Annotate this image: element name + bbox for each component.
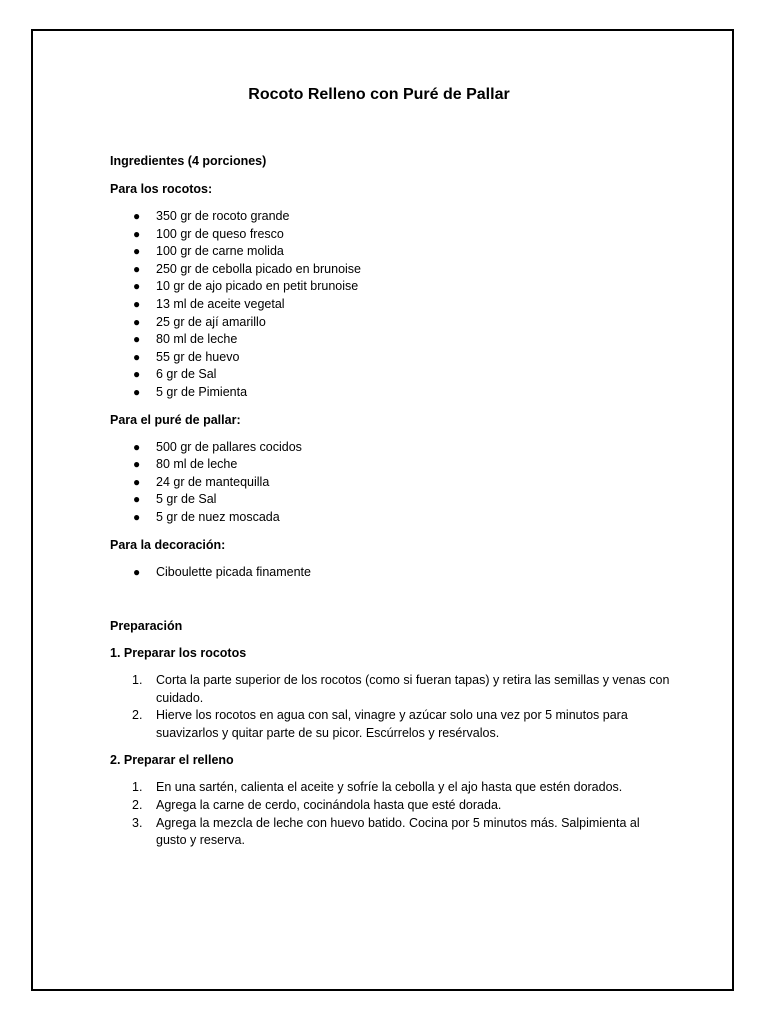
bullet-icon: ● xyxy=(133,384,141,399)
bullet-icon: ● xyxy=(133,457,141,472)
list-item: ● 5 gr de nuez moscada xyxy=(110,509,670,527)
section-heading-pure: Para el puré de pallar: xyxy=(110,412,241,427)
step-list-rocotos xyxy=(110,672,670,742)
bullet-icon: ● xyxy=(133,244,141,259)
ingredient-list-decoracion xyxy=(110,564,670,582)
step-section-heading-relleno: 2. Preparar el relleno xyxy=(110,753,234,768)
bullet-icon: ● xyxy=(133,279,141,294)
section-heading-decoracion: Para la decoración: xyxy=(110,537,226,552)
list-item: ● 25 gr de ají amarillo xyxy=(110,314,670,332)
bullet-icon: ● xyxy=(133,439,141,454)
bullet-icon: ● xyxy=(133,492,141,507)
list-item xyxy=(110,672,670,707)
bullet-icon: ● xyxy=(133,209,141,223)
bullet-icon: ● xyxy=(133,349,141,364)
list-item: ● 250 gr de cebolla picado en brunoise xyxy=(110,261,670,279)
step-text: Hierve los rocotos en agua con sal, vinagre y azúcar solo una vez por 5 minutos para suavizarlos y quitar parte de su picor. Escúrrelos y resérvalos. xyxy=(156,708,628,740)
step-text: Corta la parte superior de los rocotos (como si fueran tapas) y retira las semillas y venas con cuidado. xyxy=(156,673,670,705)
bullet-icon: ● xyxy=(133,314,141,329)
list-item xyxy=(110,779,670,797)
list-item: ● Ciboulette picada finamente xyxy=(110,564,670,582)
document-content xyxy=(110,86,670,850)
step-number: 3. xyxy=(132,815,143,830)
list-item: ● 500 gr de pallares cocidos xyxy=(110,439,670,457)
list-item: ● 80 ml de leche xyxy=(110,331,670,349)
bullet-icon: ● xyxy=(133,296,141,311)
list-item: ● 10 gr de ajo picado en petit brunoise xyxy=(110,278,670,296)
section-heading-rocotos: Para los rocotos: xyxy=(110,182,213,196)
step-section-heading-rocotos: 1. Preparar los rocotos xyxy=(110,646,247,661)
list-item xyxy=(110,707,670,742)
ingredient-list-pure xyxy=(110,439,670,527)
step-number: 2. xyxy=(132,708,143,723)
step-text: Agrega la mezcla de leche con huevo batido. Cocina por 5 minutos más. Salpimienta al gusto y reserva. xyxy=(156,815,640,848)
bullet-icon: ● xyxy=(133,261,141,276)
list-item: ● 24 gr de mantequilla xyxy=(110,474,670,492)
preparation-heading: Preparación xyxy=(110,619,183,634)
list-item: ● 55 gr de huevo xyxy=(110,349,670,367)
list-item xyxy=(110,797,670,815)
bullet-icon: ● xyxy=(133,474,141,489)
list-item: ● 100 gr de carne molida xyxy=(110,243,670,261)
list-item: ● 100 gr de queso fresco xyxy=(110,226,670,244)
list-item xyxy=(110,815,670,850)
bullet-icon: ● xyxy=(133,226,141,241)
step-text: En una sartén, calienta el aceite y sofríe la cebolla y el ajo hasta que estén dorados. xyxy=(156,780,623,795)
list-item: ● 5 gr de Sal xyxy=(110,491,670,509)
step-number: 1. xyxy=(132,673,143,688)
bullet-icon: ● xyxy=(133,332,141,347)
ingredient-list-rocotos xyxy=(110,208,670,402)
page-title: Rocoto Relleno con Puré de Pallar xyxy=(248,86,510,103)
step-number: 2. xyxy=(132,798,143,813)
list-item: ● 6 gr de Sal xyxy=(110,366,670,384)
step-number: 1. xyxy=(132,780,143,795)
list-item: ● 5 gr de Pimienta xyxy=(110,384,670,402)
step-text: Agrega la carne de cerdo, cocinándola hasta que esté dorada. xyxy=(156,798,502,813)
bullet-icon: ● xyxy=(133,509,141,524)
ingredients-heading: Ingredientes (4 porciones) xyxy=(110,154,267,168)
list-item: ● 13 ml de aceite vegetal xyxy=(110,296,670,314)
list-item: ● 80 ml de leche xyxy=(110,456,670,474)
bullet-icon: ● xyxy=(133,564,141,579)
bullet-icon: ● xyxy=(133,367,141,382)
step-list-relleno xyxy=(110,779,670,849)
list-item: ● 350 gr de rocoto grande xyxy=(110,208,670,226)
